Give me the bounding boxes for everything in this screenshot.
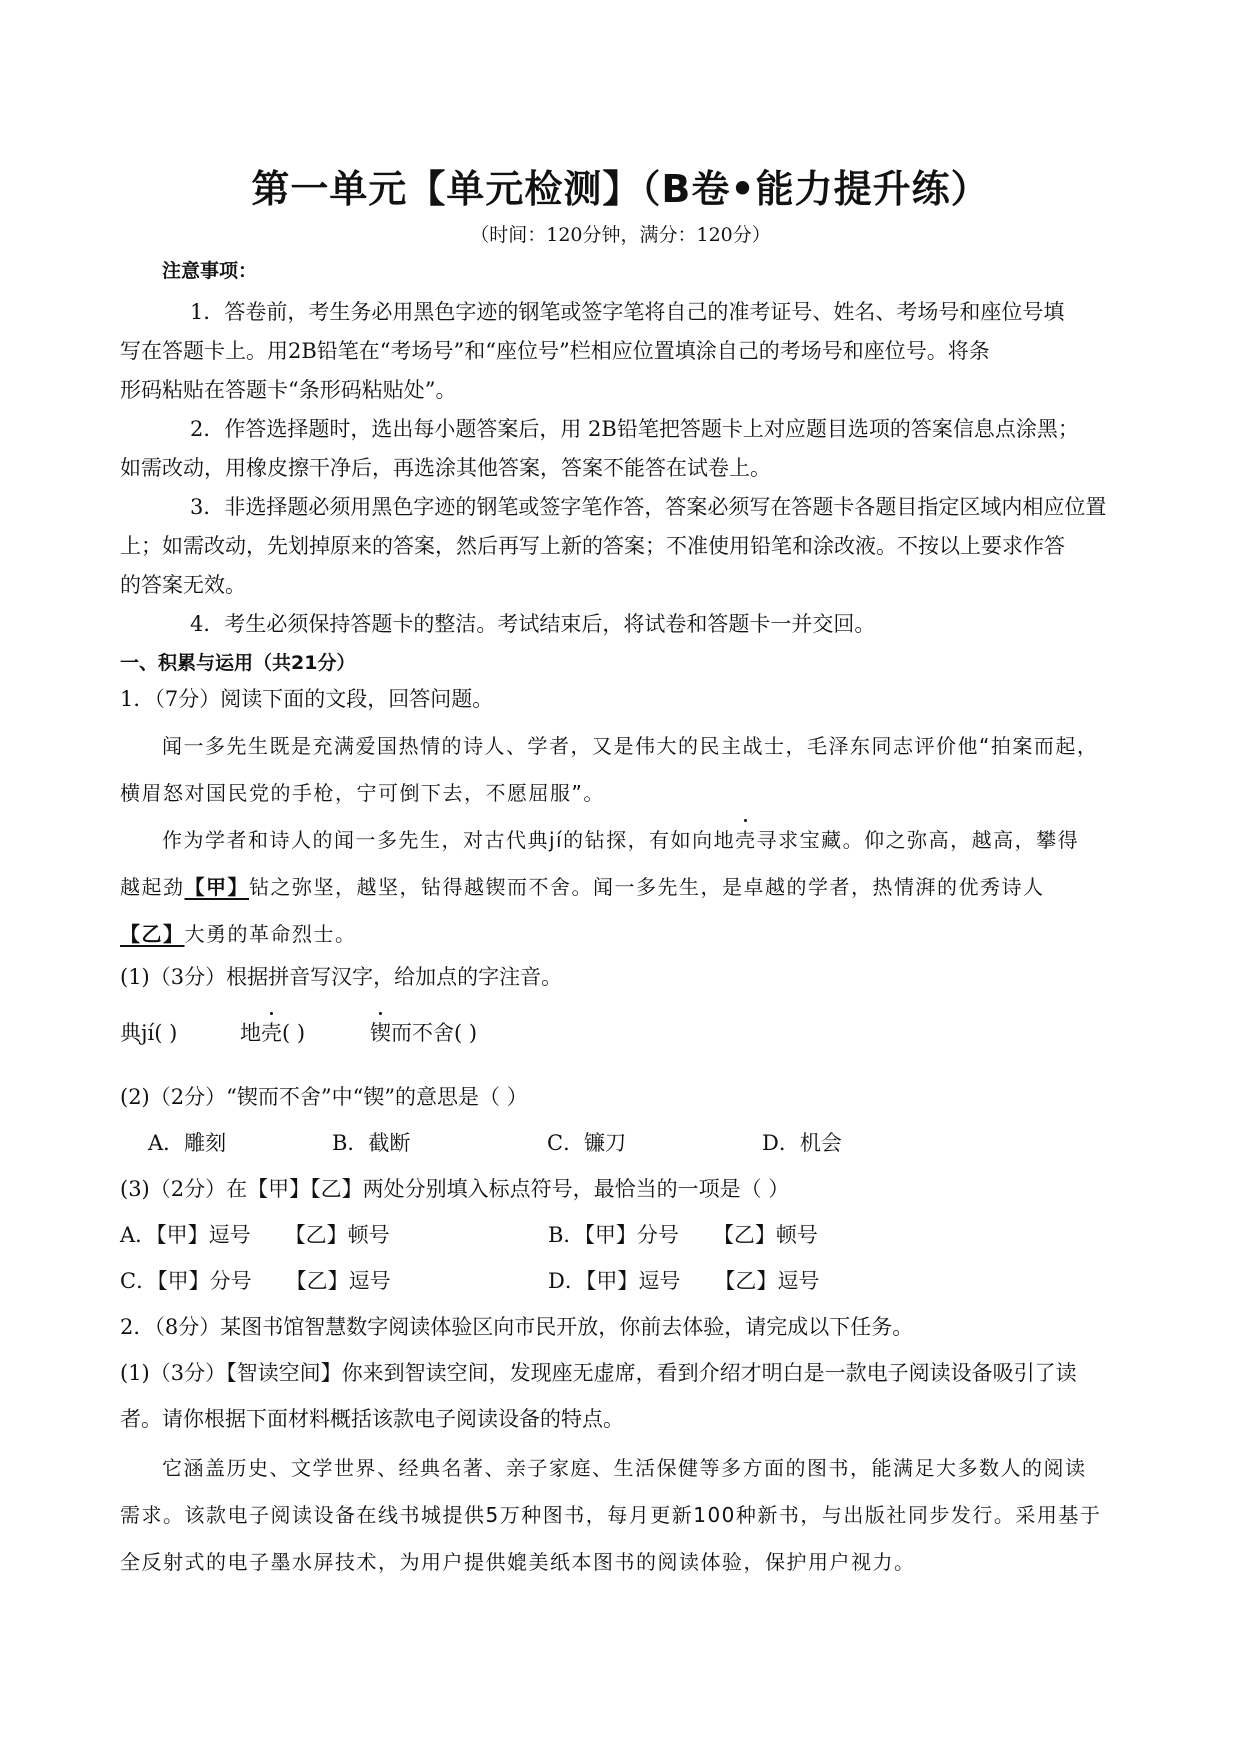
q2-sub-question-1: (1)（3分）【智读空间】你来到智读空间，发现座无虚席，看到介绍才明白是一款电子阅读设备吸引了读 — [120, 1361, 1077, 1385]
notes-line: 形码粘贴在答题卡“条形码粘贴处”。 — [120, 378, 457, 402]
question-2-stem: 2．（8分）某图书馆智慧数字阅读体验区向市民开放，你前去体验，请完成以下任务。 — [120, 1315, 914, 1339]
sub-question-2: (2)（2分）“锲而不舍”中“锲”的意思是（ ） — [120, 1085, 528, 1109]
option-yi: 【乙】逗号 — [714, 1269, 820, 1293]
item-text: 而不舍( ) — [391, 1021, 478, 1045]
option-a — [120, 1220, 390, 1250]
item-text: 地 — [240, 1021, 261, 1045]
dotted-character: 壳 — [735, 825, 757, 855]
blank-marker-jia: 【甲】 — [184, 875, 249, 899]
passage-text: 钻之弥坚，越坚，钻得越锲而不舍。闻一多先生，是卓越的学者，热情湃的优秀诗人 — [249, 875, 1045, 899]
passage-line: 横眉怒对国民党的手枪，宁可倒下去，不愿屈服”。 — [120, 781, 605, 805]
option-d — [548, 1266, 819, 1296]
notes-line: 3．非选择题必须用黑色字迹的钢笔或签字笔作答，答案必须写在答题卡各题目指定区域内相应位置 — [190, 495, 1107, 519]
dotted-character: 壳 — [261, 1018, 282, 1048]
notes-line: 2．作答选择题时，选出每小题答案后，用 2B铅笔把答题卡上对应题目选项的答案信息点涂黑； — [190, 417, 1079, 441]
answer-blank-item — [370, 1018, 477, 1048]
passage-line — [120, 872, 1130, 902]
option-b — [548, 1220, 818, 1250]
item-text: ( ) — [282, 1021, 306, 1045]
option-label: C． — [120, 1269, 158, 1293]
material-line: 需求。该款电子阅读设备在线书城提供5万种图书，每月更新100种新书，与出版社同步发行。采用基于 — [120, 1503, 1102, 1527]
sub-question-1: (1)（3分）根据拼音写汉字，给加点的字注音。 — [120, 965, 563, 989]
option-c — [120, 1266, 391, 1296]
option-jia: 【甲】分号 — [584, 1223, 679, 1247]
option-label: D． — [548, 1269, 586, 1293]
q2-sub-question-1: 者。请你根据下面材料概括该款电子阅读设备的特点。 — [120, 1407, 624, 1431]
material-line: 它涵盖历史、文学世界、经典名著、亲子家庭、生活保健等多方面的图书，能满足大多数人的阅读 — [162, 1456, 1087, 1480]
notes-line: 写在答题卡上。用2B铅笔在“考场号”和“座位号”栏相应位置填涂自己的考场号和座位号。将条 — [120, 339, 990, 363]
exam-time-info: （时间：120分钟，满分：120分） — [470, 224, 771, 246]
option-yi: 【乙】顿号 — [712, 1223, 818, 1247]
notes-line: 4．考生必须保持答题卡的整洁。考试结束后，将试卷和答题卡一并交回。 — [190, 612, 876, 636]
passage-line — [120, 919, 1130, 949]
dotted-character: 锲 — [370, 1018, 391, 1048]
question-1-stem: 1．（7分）阅读下面的文段，回答问题。 — [120, 687, 494, 711]
notes-line: 的答案无效。 — [120, 573, 246, 597]
notes-line: 上；如需改动，先划掉原来的答案，然后再写上新的答案；不准使用铅笔和涂改液。不按以上要求作答 — [120, 534, 1065, 558]
option-jia: 【甲】分号 — [157, 1269, 252, 1293]
option-jia: 【甲】逗号 — [585, 1269, 681, 1293]
material-line: 全反射式的电子墨水屏技术，为用户提供媲美纸本图书的阅读体验，保护用户视力。 — [120, 1550, 916, 1574]
option-label: B． — [548, 1223, 585, 1247]
option-c: C．镰刀 — [547, 1131, 627, 1155]
option-b: B．截断 — [332, 1131, 411, 1155]
notes-heading: 注意事项： — [162, 260, 258, 282]
page-title: 第一单元【单元检测】（B卷•能力提升练） — [251, 167, 990, 211]
passage-text: 越起劲 — [120, 875, 185, 899]
passage-text: 作为学者和诗人的闻一多先生，对古代典jí的钻探，有如向地 — [162, 828, 736, 852]
sub-question-3: (3)（2分）在【甲】【乙】两处分别填入标点符号，最恰当的一项是（ ） — [120, 1177, 790, 1201]
notes-line: 1．答卷前，考生务必用黑色字迹的钢笔或签字笔将自己的准考证号、姓名、考场号和座位号填 — [190, 300, 1065, 324]
notes-line: 如需改动，用橡皮擦干净后，再选涂其他答案，答案不能答在试卷上。 — [120, 456, 771, 480]
option-d: D．机会 — [762, 1131, 842, 1155]
option-jia: 【甲】逗号 — [156, 1223, 251, 1247]
section-heading: 一、积累与运用（共21分） — [120, 652, 356, 674]
option-yi: 【乙】顿号 — [284, 1223, 390, 1247]
blank-marker-yi: 【乙】 — [120, 922, 185, 946]
passage-text: 寻求宝藏。仰之弥高，越高，攀得 — [756, 828, 1080, 852]
option-yi: 【乙】逗号 — [285, 1269, 391, 1293]
option-label: A． — [120, 1223, 157, 1247]
passage-line: 闻一多先生既是充满爱国热情的诗人、学者，又是伟大的民主战士，毛泽东同志评价他“拍案而起， — [162, 734, 1099, 758]
option-a: A．雕刻 — [148, 1131, 227, 1155]
passage-text: 大勇的革命烈士。 — [184, 922, 357, 946]
answer-blank-item: 典jí( ) — [120, 1021, 178, 1045]
passage-line — [162, 825, 1130, 855]
answer-blank-item — [240, 1018, 305, 1048]
